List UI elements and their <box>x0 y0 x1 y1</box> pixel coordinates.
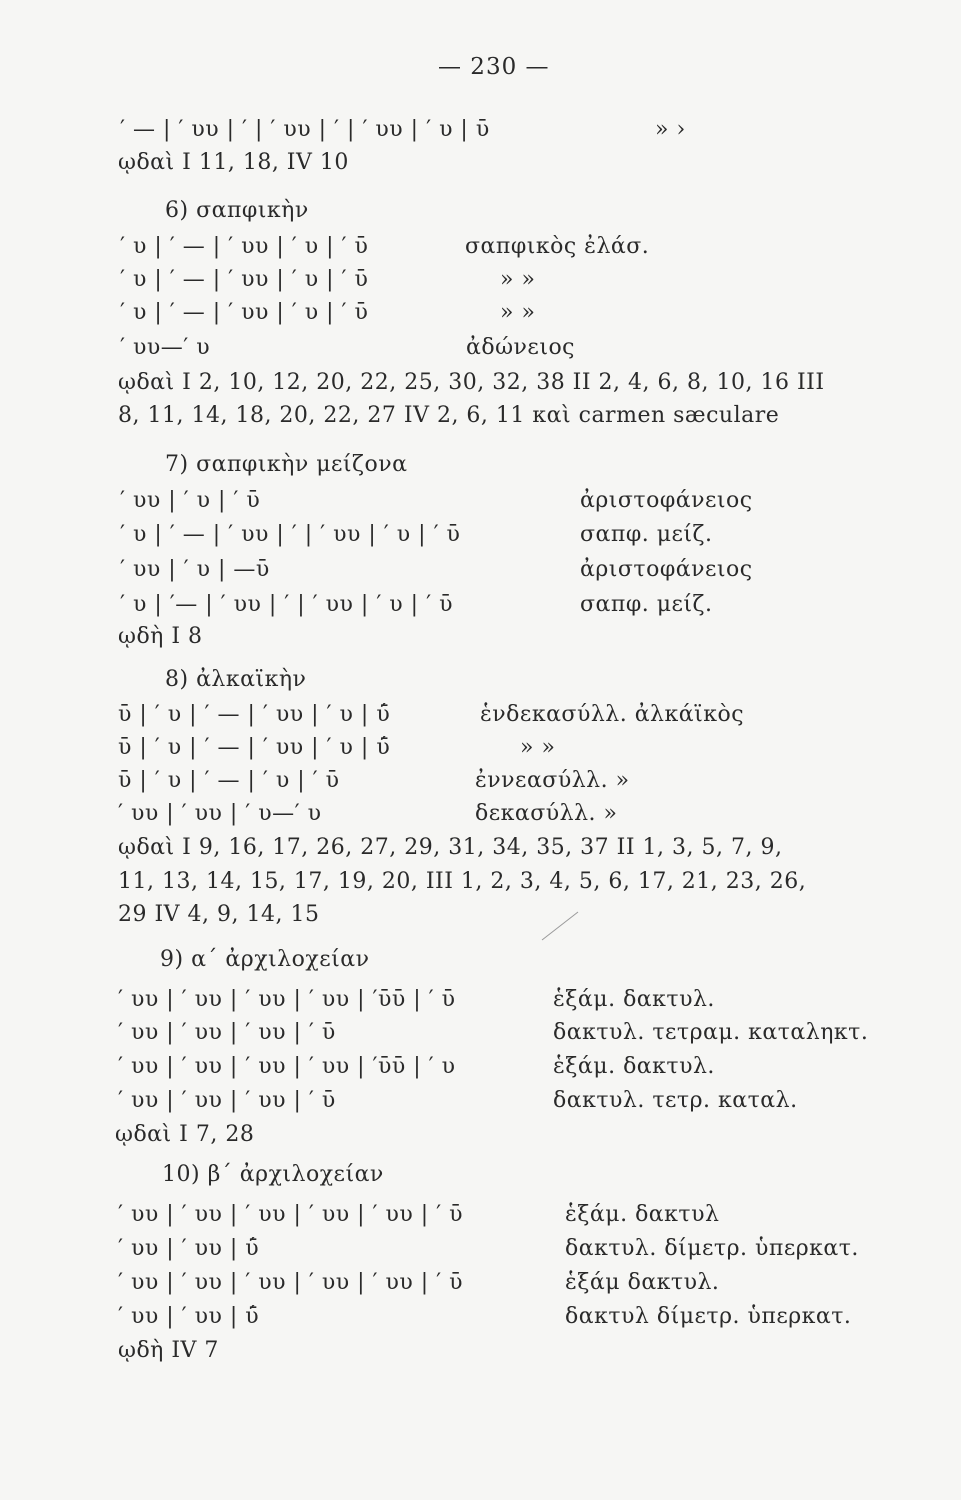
section-heading-10: 10) β΄ ἀρχιλοχείαν <box>162 1162 384 1187</box>
meter-label: ἑξάμ. δακτυλ <box>565 1202 720 1227</box>
meter-label: δακτυλ. τετρ. καταλ. <box>553 1088 798 1113</box>
odes-reference: 29 IV 4, 9, 14, 15 <box>118 902 320 927</box>
meter-label: ἑξάμ. δακτυλ. <box>553 1054 715 1079</box>
meter-line: ′ υυ | ′ υυ | ′ υυ | ′ ῡ <box>118 1020 336 1045</box>
meter-line: ′ υυ | ′ υυ | ′ υ—′ υ <box>118 801 322 826</box>
ode-reference: ῳδὴ Ι 8 <box>118 624 203 649</box>
meter-label: » » <box>520 735 556 760</box>
section-heading-9: 9) α΄ ἀρχιλοχείαν <box>160 947 370 972</box>
meter-label: δεκασύλλ. » <box>475 801 618 826</box>
meter-line: ′ υ | ′ — | ′ υυ | ′ | ′ υυ | ′ υ | ′ ῡ <box>120 522 461 547</box>
meter-line: ′ υυ | ′ υυ | ύ̄ <box>118 1236 260 1261</box>
section-heading-7: 7) σαπφικὴν μείζονα <box>165 452 408 477</box>
meter-label: ἀριστοφάνειος <box>580 488 753 513</box>
meter-label: δακτυλ. τετραμ. καταληκτ. <box>553 1020 869 1045</box>
meter-line: ′ υυ | ′ υυ | ′ υυ | ′ υυ | ′ υυ | ′ ῡ <box>118 1270 464 1295</box>
meter-label: σαπφ. μείζ. <box>580 522 713 547</box>
meter-label: ἀδώνειος <box>466 335 576 360</box>
meter-line: ′ υ | ′ — | ′ υυ | ′ υ | ′ ῡ <box>120 267 369 292</box>
meter-label: ἀριστοφάνειος <box>580 557 753 582</box>
meter-label: ἑξάμ δακτυλ. <box>565 1270 720 1295</box>
meter-label: ἐννεασύλλ. » <box>475 768 630 793</box>
meter-label: ἑνδεκασύλλ. ἀλκάϊκὸς <box>480 702 745 727</box>
meter-line: ῡ | ′ υ | ′ — | ′ υυ | ′ υ | ύ̄ <box>118 735 391 760</box>
meter-line: ′ υυ | ′ υυ | ύ̄ <box>118 1304 260 1329</box>
meter-line: ′ υυ | ′ υ | —ῡ <box>120 557 270 582</box>
meter-label: δακτυλ. δίμετρ. ὑπερκατ. <box>565 1236 859 1261</box>
meter-line: ′ υ | ′ — | ′ υυ | ′ υ | ′ ῡ <box>120 234 369 259</box>
meter-line-intro: ′ — | ′ υυ | ′ | ′ υυ | ′ | ′ υυ | ′ υ | ῡ <box>120 117 490 142</box>
meter-line: ′ υ | ′— | ′ υυ | ′ | ′ υυ | ′ υ | ′ ῡ <box>120 592 453 617</box>
meter-label: » » <box>500 267 536 292</box>
odes-reference: 8, 11, 14, 18, 20, 22, 27 IV 2, 6, 11 καὶ carmen sæculare <box>118 403 780 428</box>
pencil-mark <box>540 910 580 942</box>
meter-line: ′ υυ | ′ υυ | ′ υυ | ′ υυ | ′ υυ | ′ ῡ <box>118 1202 464 1227</box>
meter-line: ′ υυ | ′ υυ | ′ υυ | ′ ῡ <box>118 1088 336 1113</box>
odes-reference: ῳδαὶ Ι 7, 28 <box>115 1122 255 1147</box>
meter-line: ῡ | ′ υ | ′ — | ′ υυ | ′ υ | ύ̄ <box>118 702 391 727</box>
section-heading-6: 6) σαπφικὴν <box>165 198 309 223</box>
meter-label: δακτυλ δίμετρ. ὑπερκατ. <box>565 1304 852 1329</box>
odes-reference: ῳδαὶ Ι 11, 18, IV 10 <box>118 150 349 175</box>
ode-reference: ῳδὴ IV 7 <box>118 1338 219 1363</box>
meter-line: ′ υ | ′ — | ′ υυ | ′ υ | ′ ῡ <box>120 300 369 325</box>
meter-label: σαπφ. μείζ. <box>580 592 713 617</box>
meter-line: ′ υυ | ′ υ | ′ ῡ <box>120 488 261 513</box>
meter-label-intro: » › <box>655 117 686 142</box>
meter-label: » » <box>500 300 536 325</box>
odes-reference: ῳδαὶ Ι 2, 10, 12, 20, 22, 25, 30, 32, 38 II 2, 4, 6, 8, 10, 16 III <box>118 370 825 395</box>
meter-line: ′ υυ—′ υ <box>120 335 211 360</box>
meter-line: ′ υυ | ′ υυ | ′ υυ | ′ υυ | ′ῡῡ | ′ ῡ <box>118 987 456 1012</box>
page-number: — 230 — <box>438 54 550 80</box>
meter-label: σαπφικὸς ἐλάσ. <box>465 234 650 259</box>
meter-line: ′ υυ | ′ υυ | ′ υυ | ′ υυ | ′ῡῡ | ′ υ <box>118 1054 456 1079</box>
odes-reference: ῳδαὶ Ι 9, 16, 17, 26, 27, 29, 31, 34, 35, 37 II 1, 3, 5, 7, 9, <box>118 835 783 860</box>
meter-label: ἑξάμ. δακτυλ. <box>553 987 715 1012</box>
meter-line: ῡ | ′ υ | ′ — | ′ υ | ′ ῡ <box>118 768 340 793</box>
odes-reference: 11, 13, 14, 15, 17, 19, 20, III 1, 2, 3, 4, 5, 6, 17, 21, 23, 26, <box>118 869 807 894</box>
section-heading-8: 8) ἀλκαϊκὴν <box>165 667 307 692</box>
